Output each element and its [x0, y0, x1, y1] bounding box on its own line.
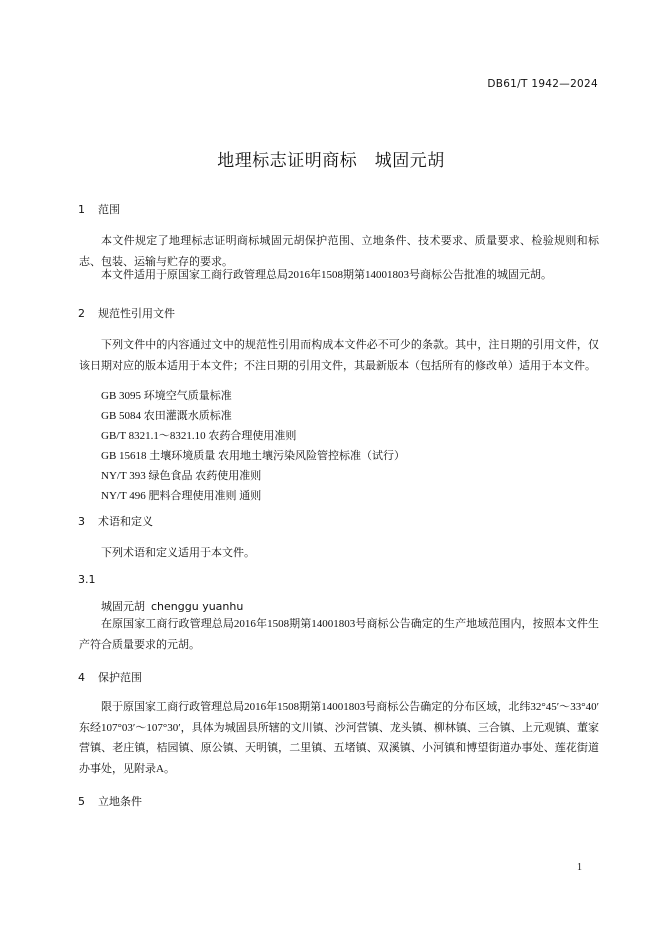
- section-number: 3: [78, 515, 85, 528]
- section-4-heading: [78, 669, 142, 685]
- section-4-paragraph-1: 限于原国家工商行政管理总局2016年1508期第14001803号商标公告确定的分布区域，北纬32°45′～33°40′东经107°03′～107°30′，具体为城固县所辖的文川镇、沙河营镇、龙头镇、柳林镇、三合镇、上元观镇、董家营镇、老庄镇，桔园镇、原公镇、天明镇，二里镇、五堵镇、双溪镇、小河镇和博望街道办事处、莲花街道办事处，见附录A。: [79, 701, 599, 775]
- section-number: 2: [78, 307, 85, 320]
- section-title: 术语和定义: [98, 515, 153, 528]
- reference-item: GB/T 8321.1～8321.10 农药合理使用准则: [101, 430, 297, 442]
- section-title: 规范性引用文件: [98, 307, 175, 320]
- section-2-paragraph-1: 下列文件中的内容通过文中的规范性引用而构成本文件必不可少的条款。其中，注日期的引用文件，仅该日期对应的版本适用于本文件；不注日期的引用文件，其最新版本（包括所有的修改单）适用于本文件。: [79, 339, 599, 372]
- document-title: 地理标志证明商标 城固元胡: [217, 151, 445, 171]
- section-1-heading: [78, 201, 120, 217]
- section-1-paragraph-2: 本文件适用于原国家工商行政管理总局2016年1508期第14001803号商标公告批准的城固元胡。: [101, 269, 552, 281]
- reference-item: GB 15618 土壤环境质量 农用地土壤污染风险管控标准（试行）: [101, 450, 406, 462]
- reference-item: NY/T 496 肥料合理使用准则 通则: [101, 490, 262, 502]
- reference-item: GB 5084 农田灌溉水质标准: [101, 410, 232, 422]
- section-title: 范围: [98, 203, 120, 216]
- section-3-heading: [78, 513, 153, 529]
- page-number: 1: [577, 862, 582, 873]
- section-5-heading: [78, 793, 142, 809]
- reference-item: NY/T 393 绿色食品 农药使用准则: [101, 470, 262, 482]
- reference-item: GB 3095 环境空气质量标准: [101, 390, 232, 402]
- term-title-cn: 城固元胡: [101, 600, 145, 613]
- section-title: 立地条件: [98, 795, 142, 808]
- section-1-paragraph-1: 本文件规定了地理标志证明商标城固元胡保护范围、立地条件、技术要求、质量要求、检验规则和标志、包装、运输与贮存的要求。: [79, 235, 599, 268]
- section-2-heading: [78, 305, 175, 321]
- term-title: [101, 598, 243, 614]
- standard-code: DB61/T 1942—2024: [487, 78, 598, 90]
- term-number: 3.1: [78, 573, 96, 586]
- section-3-paragraph-1: 下列术语和定义适用于本文件。: [101, 547, 255, 559]
- term-definition: 在原国家工商行政管理总局2016年1508期第14001803号商标公告确定的生产地域范围内，按照本文件生产符合质量要求的元胡。: [79, 618, 599, 651]
- term-title-en: chenggu yuanhu: [151, 600, 244, 613]
- section-number: 5: [78, 795, 85, 808]
- section-number: 1: [78, 203, 85, 216]
- section-title: 保护范围: [98, 671, 142, 684]
- section-number: 4: [78, 671, 85, 684]
